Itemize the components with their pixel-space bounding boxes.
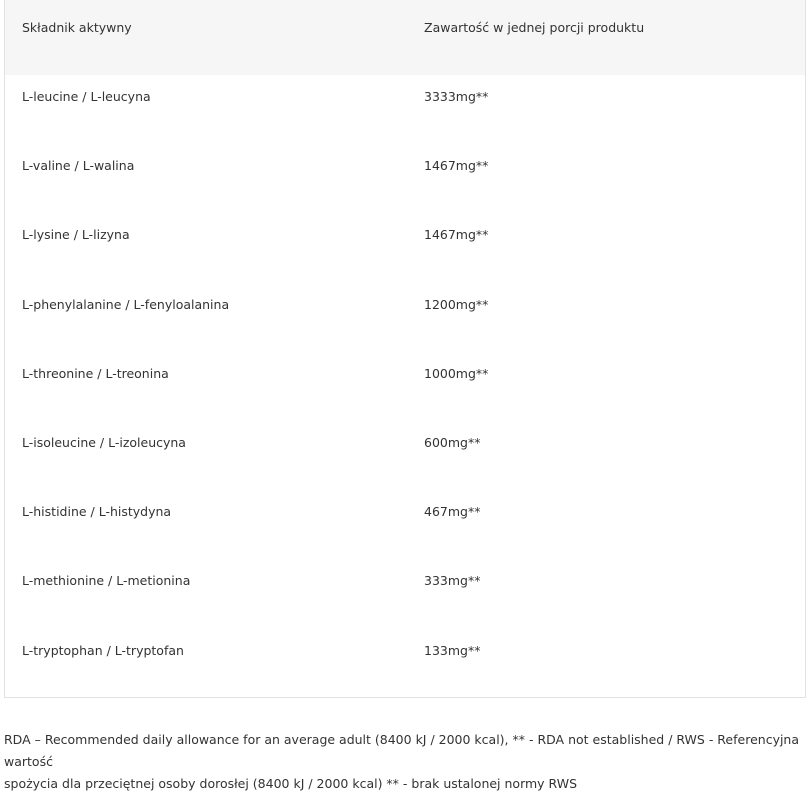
- table-row: [5, 629, 805, 698]
- ingredient-cell: L-histidine / L-histydyna: [22, 504, 172, 520]
- header-ingredient: Składnik aktywny: [22, 20, 132, 35]
- amount-cell: 133mg**: [424, 642, 481, 658]
- table-row: [5, 144, 805, 213]
- ingredient-cell: L-tryptophan / L-tryptofan: [22, 642, 184, 658]
- amount-cell: 1467mg**: [424, 158, 489, 174]
- table-row: [5, 213, 805, 282]
- amount-cell: 600mg**: [424, 434, 481, 450]
- ingredient-cell: L-threonine / L-treonina: [22, 365, 169, 381]
- amount-cell: 467mg**: [424, 504, 481, 520]
- amount-cell: 1467mg**: [424, 227, 489, 243]
- table-row: [5, 559, 805, 628]
- table-row: [5, 75, 805, 144]
- table-row: [5, 421, 805, 490]
- rda-footnote: [4, 729, 804, 795]
- amount-cell: 1200mg**: [424, 296, 489, 312]
- header-amount: Zawartość w jednej porcji produktu: [424, 20, 645, 35]
- amount-cell: 1000mg**: [424, 365, 489, 381]
- ingredient-cell: L-leucine / L-leucyna: [22, 89, 151, 104]
- footnote-line: RDA – Recommended daily allowance for an average adult (8400 kJ / 2000 kcal), ** - RDA not established / RWS - Referencyjna wartość: [4, 732, 800, 769]
- footnote-line: spożycia dla przeciętnej osoby dorosłej (8400 kJ / 2000 kcal) ** - brak ustalonej normy RWS: [4, 776, 578, 791]
- ingredient-cell: L-isoleucine / L-izoleucyna: [22, 434, 186, 450]
- table-row: [5, 283, 805, 352]
- table-row: [5, 490, 805, 559]
- ingredient-cell: L-phenylalanine / L-fenyloalanina: [22, 296, 230, 312]
- table-row: [5, 352, 805, 421]
- ingredient-cell: L-methionine / L-metionina: [22, 573, 191, 589]
- amount-cell: 3333mg**: [424, 89, 489, 104]
- ingredient-cell: L-valine / L-walina: [22, 158, 135, 174]
- ingredients-table: [4, 0, 806, 698]
- amount-cell: 333mg**: [424, 573, 481, 589]
- table-header-row: [5, 0, 805, 75]
- ingredient-cell: L-lysine / L-lizyna: [22, 227, 130, 243]
